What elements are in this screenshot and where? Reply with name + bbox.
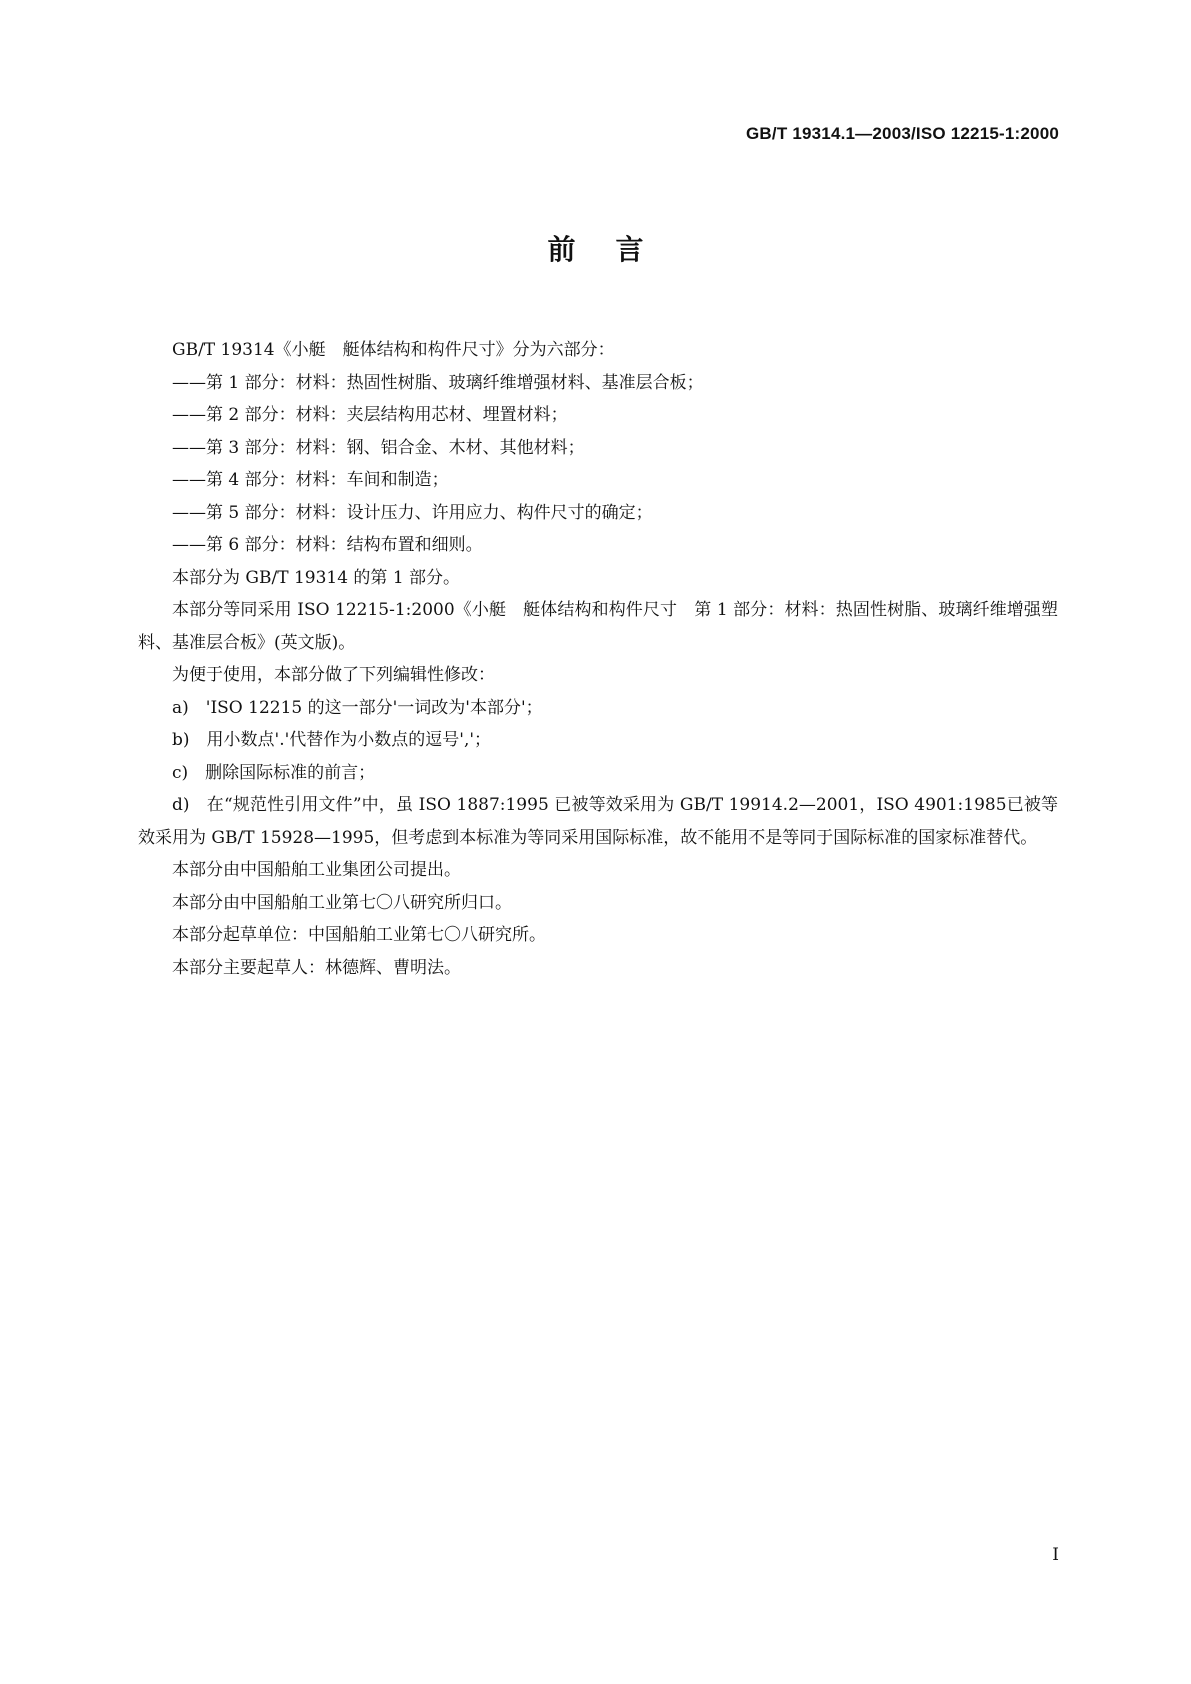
paragraph-centralized: 本部分由中国船舶工业第七〇八研究所归口。 bbox=[172, 892, 512, 913]
page-number: I bbox=[1052, 1545, 1059, 1565]
list-item-part-2: ——第 2 部分：材料：夹层结构用芯材、埋置材料； bbox=[172, 405, 568, 425]
standard-code-header: GB/T 19314.1—2003/ISO 12215-1:2000 bbox=[746, 124, 1059, 143]
paragraph-drafting-unit: 本部分起草单位：中国船舶工业第七〇八研究所。 bbox=[172, 925, 546, 945]
list-item-part-1: ——第 1 部分：材料：热固性树脂、玻璃纤维增强材料、基准层合板； bbox=[172, 372, 704, 393]
edit-item-c: c) 删除国际标准的前言； bbox=[172, 762, 376, 783]
list-item-part-3: ——第 3 部分：材料：钢、铝合金、木材、其他材料； bbox=[172, 437, 585, 458]
foreword-body bbox=[138, 334, 1058, 984]
list-item-part-4: ——第 4 部分：材料：车间和制造； bbox=[172, 470, 449, 490]
list-item-part-6: ——第 6 部分：材料：结构布置和细则。 bbox=[172, 535, 483, 555]
page-title: 前言 bbox=[547, 233, 684, 266]
paragraph-part-statement: 本部分为 GB/T 19314 的第 1 部分。 bbox=[172, 567, 461, 588]
list-item-part-5: ——第 5 部分：材料：设计压力、许用应力、构件尺寸的确定； bbox=[172, 502, 653, 523]
paragraph-proposer: 本部分由中国船舶工业集团公司提出。 bbox=[172, 860, 461, 880]
edit-item-a: a) 'ISO 12215 的这一部分'一词改为'本部分'； bbox=[172, 697, 543, 718]
paragraph-intro: GB/T 19314《小艇 艇体结构和构件尺寸》分为六部分： bbox=[172, 340, 615, 360]
paragraph-drafters: 本部分主要起草人：林德辉、曹明法。 bbox=[172, 957, 461, 978]
edit-item-b: b) 用小数点'.'代替作为小数点的逗号','； bbox=[172, 730, 492, 750]
paragraph-edits-intro: 为便于使用，本部分做了下列编辑性修改： bbox=[172, 665, 495, 685]
paragraph-adoption: 本部分等同采用 ISO 12215-1:2000《小艇 艇体结构和构件尺寸 第 1 部分：材料：热固性树脂、玻璃纤维增强塑料、基准层合板》(英文版)。 bbox=[138, 600, 1058, 653]
edit-item-d: d) 在“规范性引用文件”中，虽 ISO 1887:1995 已被等效采用为 GB/T 19914.2—2001，ISO 4901:1985已被等效采用为 GB/T 15928—1995，但考虑到本标准为等同采用国际标准，故不能用不是等同于国际标准的国家标准替代。 bbox=[138, 795, 1058, 848]
